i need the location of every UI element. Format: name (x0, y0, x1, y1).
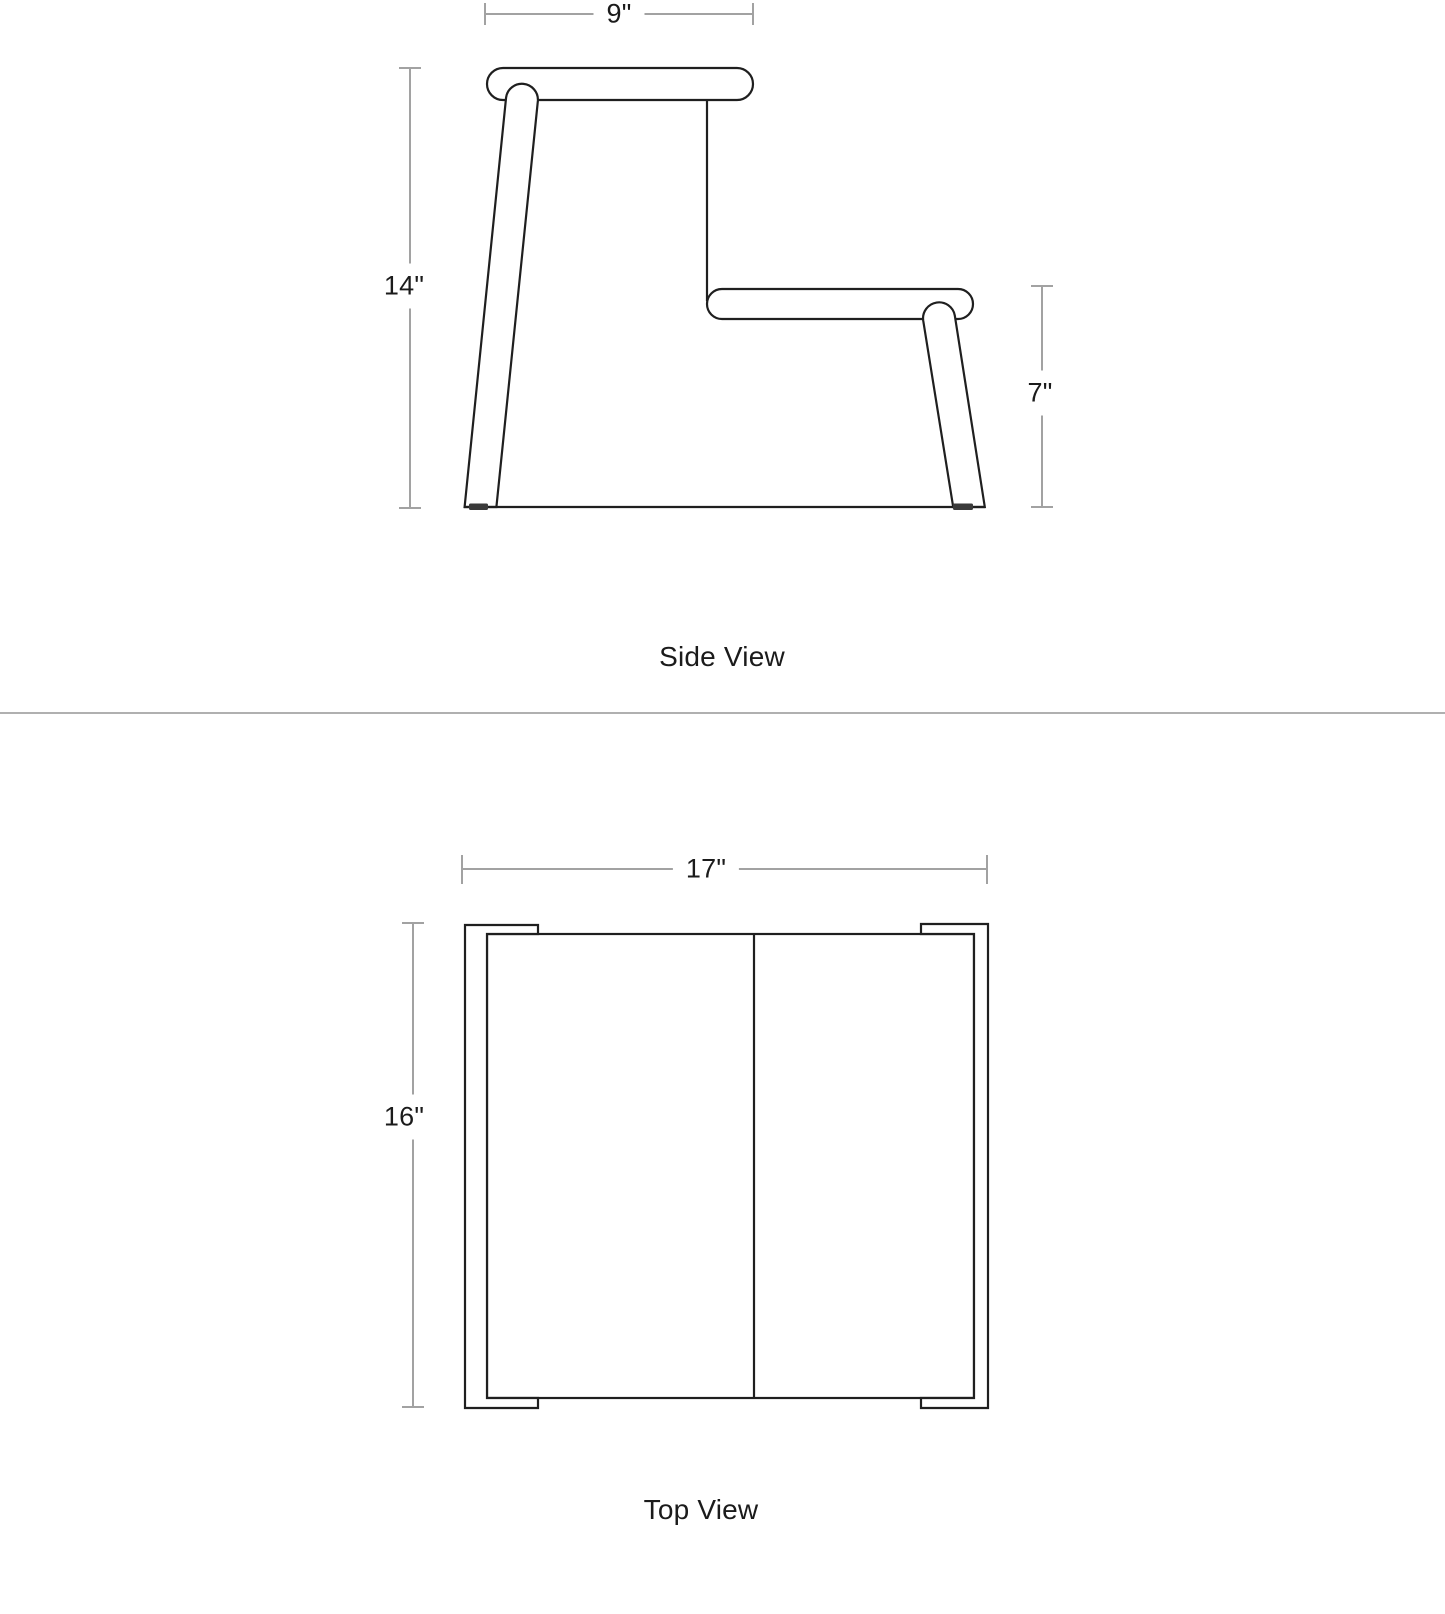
dim-label-depth: 16" (379, 1095, 429, 1140)
dim-label-step-height: 7" (1022, 371, 1057, 416)
dim-line-16in (402, 923, 424, 1407)
dim-label-overall-height: 14" (379, 264, 429, 309)
side-view-drawing (464, 68, 985, 510)
front-foot-pad (469, 504, 488, 511)
front-leg (465, 84, 538, 507)
dim-label-top-width: 9" (593, 0, 644, 31)
back-foot-pad (953, 504, 973, 511)
seat-outline (487, 934, 974, 1398)
side-view-title: Side View (659, 641, 785, 672)
top-view-drawing (465, 924, 988, 1408)
top-view-title: Top View (643, 1494, 759, 1525)
back-leg (923, 302, 985, 507)
dim-label-width: 17" (673, 853, 739, 886)
